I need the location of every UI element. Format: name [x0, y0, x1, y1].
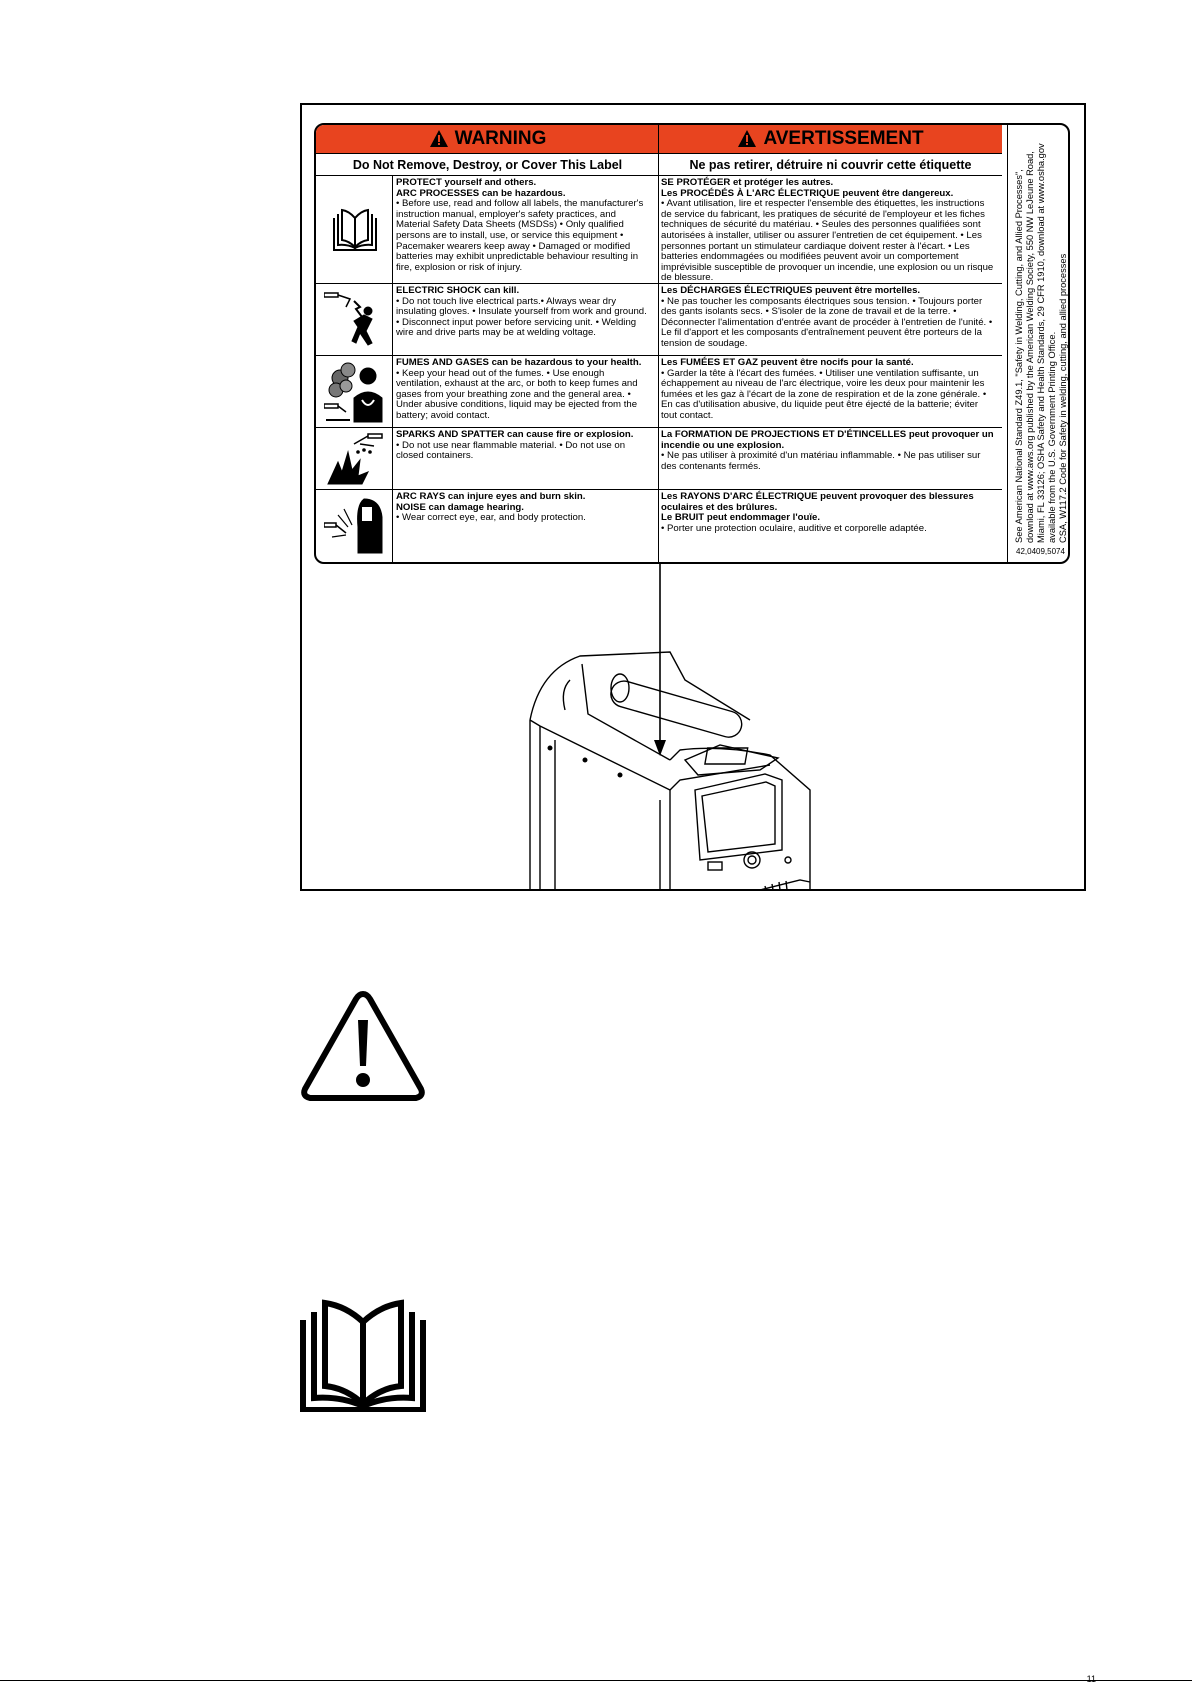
- arc-rays-icon: [320, 490, 390, 562]
- hazard-title-en: SPARKS AND SPATTER can cause fire or explosion.: [396, 429, 634, 440]
- hazard-text-en: [396, 178, 651, 273]
- hazard-body-en: • Do not use near flammable material. • Do not use on closed containers.: [396, 439, 626, 462]
- warning-triangle-icon: [737, 129, 757, 149]
- hazard-body-fr: • Porter une protection oculaire, auditive et corporelle adaptée.: [661, 522, 927, 534]
- hazard-text-fr: [661, 358, 996, 422]
- hazard-text-fr: [661, 286, 996, 350]
- hazard-body-en: • Wear correct eye, ear, and body protection.: [396, 512, 586, 524]
- hazard-body-en: • Before use, read and follow all labels, the manufacturer's instruction manual, employer's safety practices, and Material Safety Data Sheets (MSDSs) • Only qualified persons are to install, use, or service this equipment • Pacemaker wearers keep away • Damaged or modified batteries may exhibit unpredictable behaviour resulting in fire, explosion or risk of injury.: [396, 198, 644, 273]
- warning-label: [314, 123, 1070, 564]
- sparks-fire-icon: [320, 428, 390, 490]
- label-hazard-row: [316, 490, 1002, 562]
- electric-shock-icon: [320, 284, 390, 356]
- manual-book-icon: [320, 176, 390, 284]
- icon-divider: [392, 490, 393, 562]
- header-text-en: WARNING: [454, 128, 547, 149]
- label-hazard-row: [316, 356, 1002, 428]
- icon-divider: [392, 176, 393, 283]
- page-number: 11: [1086, 1674, 1096, 1684]
- hazard-title-en: ARC RAYS can injure eyes and burn skin. NOISE can damage hearing.: [396, 491, 586, 513]
- welding-machine-illustration: [520, 650, 900, 890]
- subheader-fr: Ne pas retirer, détruire ni couvrir cette étiquette: [659, 153, 1002, 176]
- hazard-title-fr: SE PROTÉGER et protéger les autres. Les PROCÉDÉS À L'ARC ÉLECTRIQUE peuvent être dangereux.: [661, 177, 954, 199]
- hazard-text-fr: [661, 492, 996, 534]
- hazard-text-en: [396, 286, 651, 339]
- warning-header-fr: [659, 125, 1002, 153]
- hazard-text-en: [396, 492, 651, 524]
- hazard-title-fr: Les FUMÉES ET GAZ peuvent être nocifs pour la santé.: [661, 357, 914, 368]
- part-number: 42,0409,5074: [1016, 547, 1065, 556]
- hazard-body-fr: • Garder la tête à l'écart des fumées. • Utiliser une ventilation suffisante, un échappement au niveau de l'arc électrique, voire les deux pour maintenir les fumées et les gaz à l'écart de la zone de respiration et de la zone générale. • En cas d'utilisation abusive, du liquide peut être éjecté de la batterie; éviter tout contact.: [661, 367, 987, 421]
- hazard-body-en: • Keep your head out of the fumes. • Use enough ventilation, exhaust at the arc, or both to keep fumes and gases from your breathing zone and the general area. • Under abusive conditions, liquid may be ejected from the battery; avoid contact.: [396, 367, 638, 421]
- warning-header-en: [316, 125, 659, 153]
- hazard-text-en: [396, 358, 651, 422]
- hazard-body-fr: • Ne pas utiliser à proximité d'un matériau inflammable. • Ne pas utiliser sur des contenants fermés.: [661, 450, 981, 472]
- label-hazard-row: [316, 284, 1002, 356]
- label-hazard-row: [316, 176, 1002, 284]
- hazard-title-en: PROTECT yourself and others. ARC PROCESSES can be hazardous.: [396, 177, 566, 199]
- icon-divider: [392, 428, 393, 489]
- hazard-title-en: FUMES AND GASES can be hazardous to your health.: [396, 357, 642, 368]
- footer-rule: [0, 1680, 1192, 1681]
- hazard-title-fr: Les DÉCHARGES ÉLECTRIQUES peuvent être mortelles.: [661, 285, 921, 296]
- hazard-title-fr: Les RAYONS D'ARC ÉLECTRIQUE peuvent provoquer des blessures oculaires et des brûlures. Le BRUIT peut endommager l'ouïe.: [661, 491, 974, 524]
- manual-book-icon: [300, 1298, 426, 1412]
- warning-triangle-icon: [429, 129, 449, 149]
- subheader-en: Do Not Remove, Destroy, or Cover This Label: [316, 153, 659, 176]
- warning-triangle-icon: [300, 990, 426, 1102]
- icon-divider: [392, 356, 393, 427]
- hazard-text-fr: [661, 178, 996, 284]
- standards-note: See American National Standard Z49.1, "Safety in Welding, Cutting, and Allied Processes", download at www.aws.org published by the American Welding Society, 550 NW LeJeune Road, Miami, FL 33126; OSHA Safety and Health Standards, 29 CFR 1910, download at www.osha.gov available from the U.S. Government Printing Office. CSA, W117.2 Code for Safety in welding, cutting, and allied processes: [1014, 143, 1068, 543]
- hazard-body-fr: • Avant utilisation, lire et respecter l'ensemble des étiquettes, les instructions de service du fabricant, les pratiques de sécurité de l'employeur et les fiches techniques de sécurité du matériau. • Seules des personnes qualifiées sont autorisées à installer, utiliser ou assurer l'entretien de cet équipement. • Les personnes portant un stimulateur cardiaque doivent rester à l'écart. • Les batteries endommagées ou modifiées peuvent avoir un comportement imprévisible susceptible de provoquer un incendie, une explosion ou un risque de blessure.: [661, 198, 994, 284]
- label-hazard-row: [316, 428, 1002, 490]
- hazard-text-en: [396, 430, 651, 462]
- hazard-title-en: ELECTRIC SHOCK can kill.: [396, 285, 520, 296]
- header-text-fr: AVERTISSEMENT: [763, 128, 924, 149]
- fumes-gases-icon: [320, 356, 390, 428]
- hazard-title-fr: La FORMATION DE PROJECTIONS ET D'ÉTINCELLES peut provoquer un incendie ou une explosion.: [661, 429, 994, 451]
- hazard-body-fr: • Ne pas toucher les composants électriques sous tension. • Toujours porter des gants isolants secs. • S'isoler de la zone de travail et de la terre. • Déconnecter l'alimentation d'entrée avant de procéder à l'entretien de l'unité. • Le fil d'apport et les composants d'entraînement peuvent être porteurs de la tension de soudage.: [661, 295, 993, 349]
- icon-divider: [392, 284, 393, 355]
- standards-note-column: [1007, 125, 1068, 562]
- hazard-text-fr: [661, 430, 996, 472]
- hazard-body-en: • Do not touch live electrical parts.• Always wear dry insulating gloves. • Insulate yourself from work and ground. • Disconnect input power before servicing unit. • Welding wire and drive parts may be at welding voltage.: [396, 295, 647, 339]
